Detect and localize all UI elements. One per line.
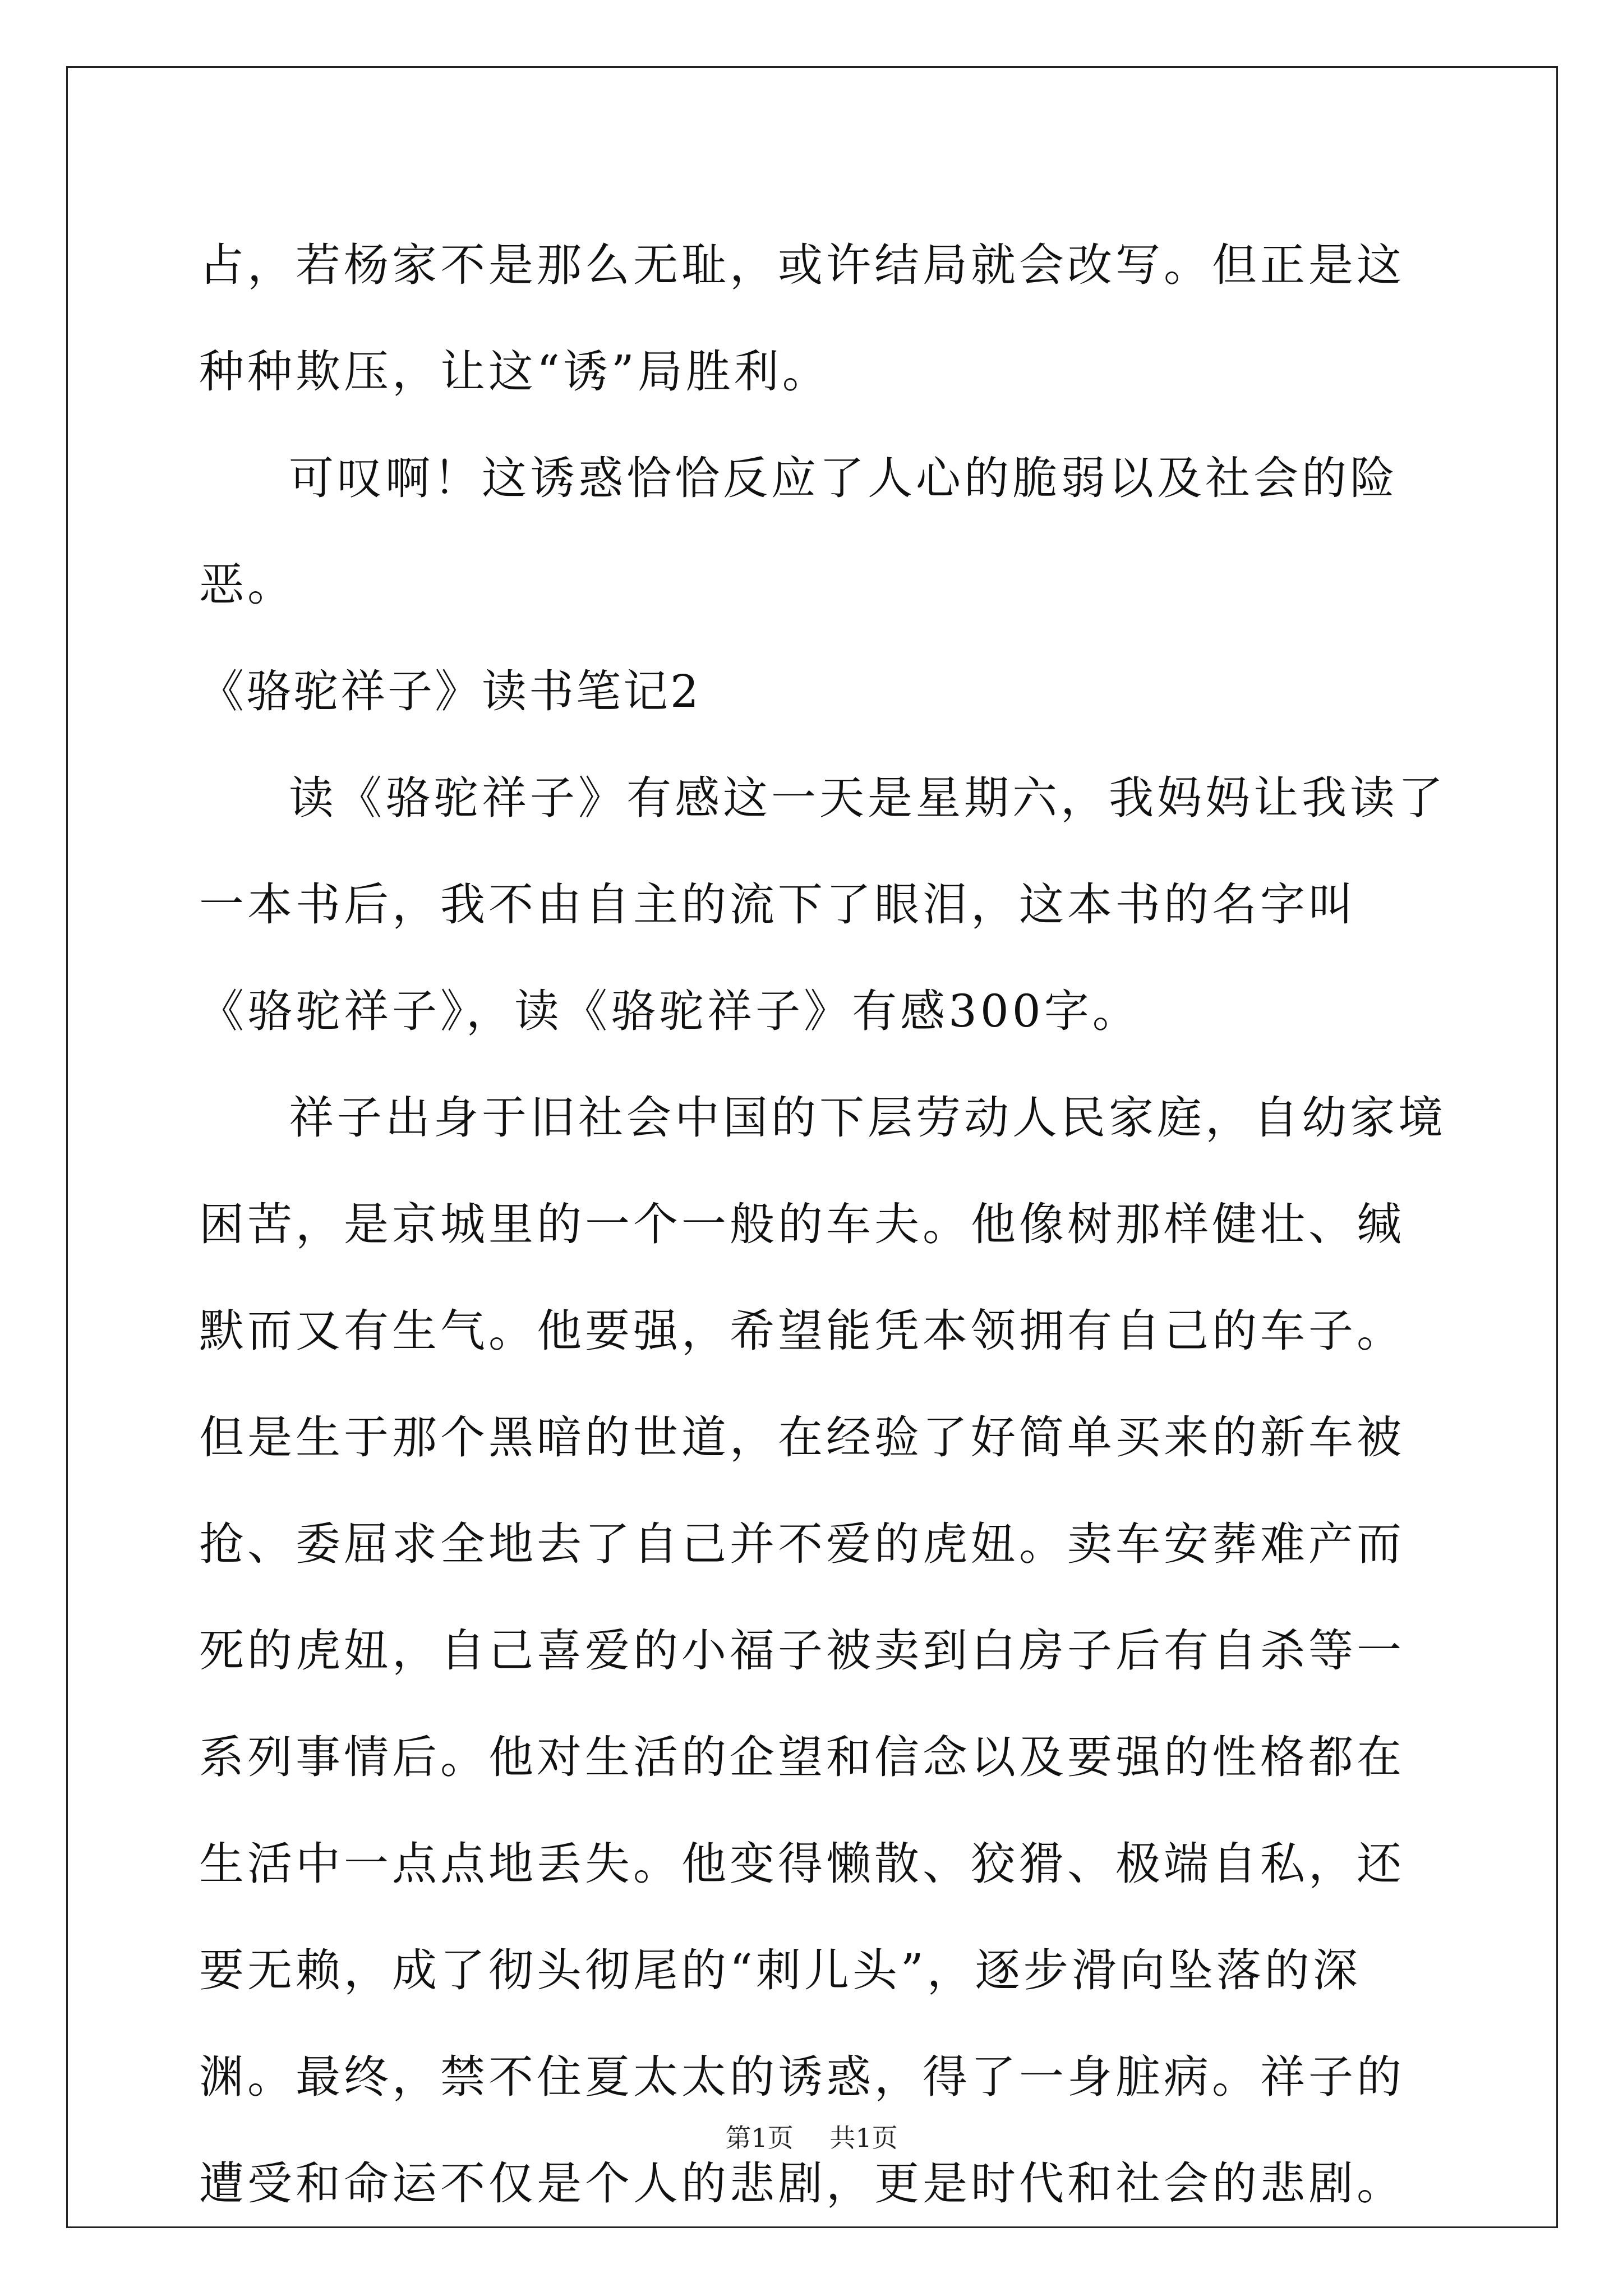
paragraph-intro: 读《骆驼祥子》有感这一天是星期六，我妈妈让我读了一本书后，我不由自主的流下了眼泪，这本书的名字叫《骆驼祥子》，读《骆驼祥子》有感300字。 (199, 772, 1446, 1037)
document-body (199, 212, 1450, 2237)
paragraph-exclamation: 可叹啊！这诱惑恰恰反应了人心的脆弱以及社会的险恶。 (199, 452, 1398, 611)
page-number-total: 共1页 (829, 2123, 898, 2153)
paragraph-continuation: 占，若杨家不是那么无耻，或许结局就会改写。但正是这种种欺压，让这“诱”局胜利。 (199, 239, 1405, 398)
section-heading: 《骆驼祥子》读书笔记2 (199, 665, 701, 717)
page-number-current: 第1页 (725, 2123, 794, 2153)
paragraph-summary: 祥子出身于旧社会中国的下层劳动人民家庭，自幼家境困苦，是京城里的一个一般的车夫。他像树那样健壮、缄默而又有生气。他要强，希望能凭本领拥有自己的车子。但是生于那个黑暗的世道，在经验了好简单买来的新车被抢、委屈求全地去了自己并不爱的虎妞。卖车安葬难产而死的虎妞，自己喜爱的小福子被卖到白房子后有自杀等一系列事情后。他对生活的企望和信念以及要强的性格都在生活中一点点地丢失。他变得懒散、狡猾、极端自私，还要无赖，成了彻头彻尾的“刺儿头”，逐步滑向坠落的深渊。最终，禁不住夏太太的诱惑，得了一身脏病。祥子的遭受和命运不仅是个人的悲剧，更是时代和社会的悲剧。 (199, 1092, 1446, 2210)
page-footer (0, 2118, 1623, 2155)
